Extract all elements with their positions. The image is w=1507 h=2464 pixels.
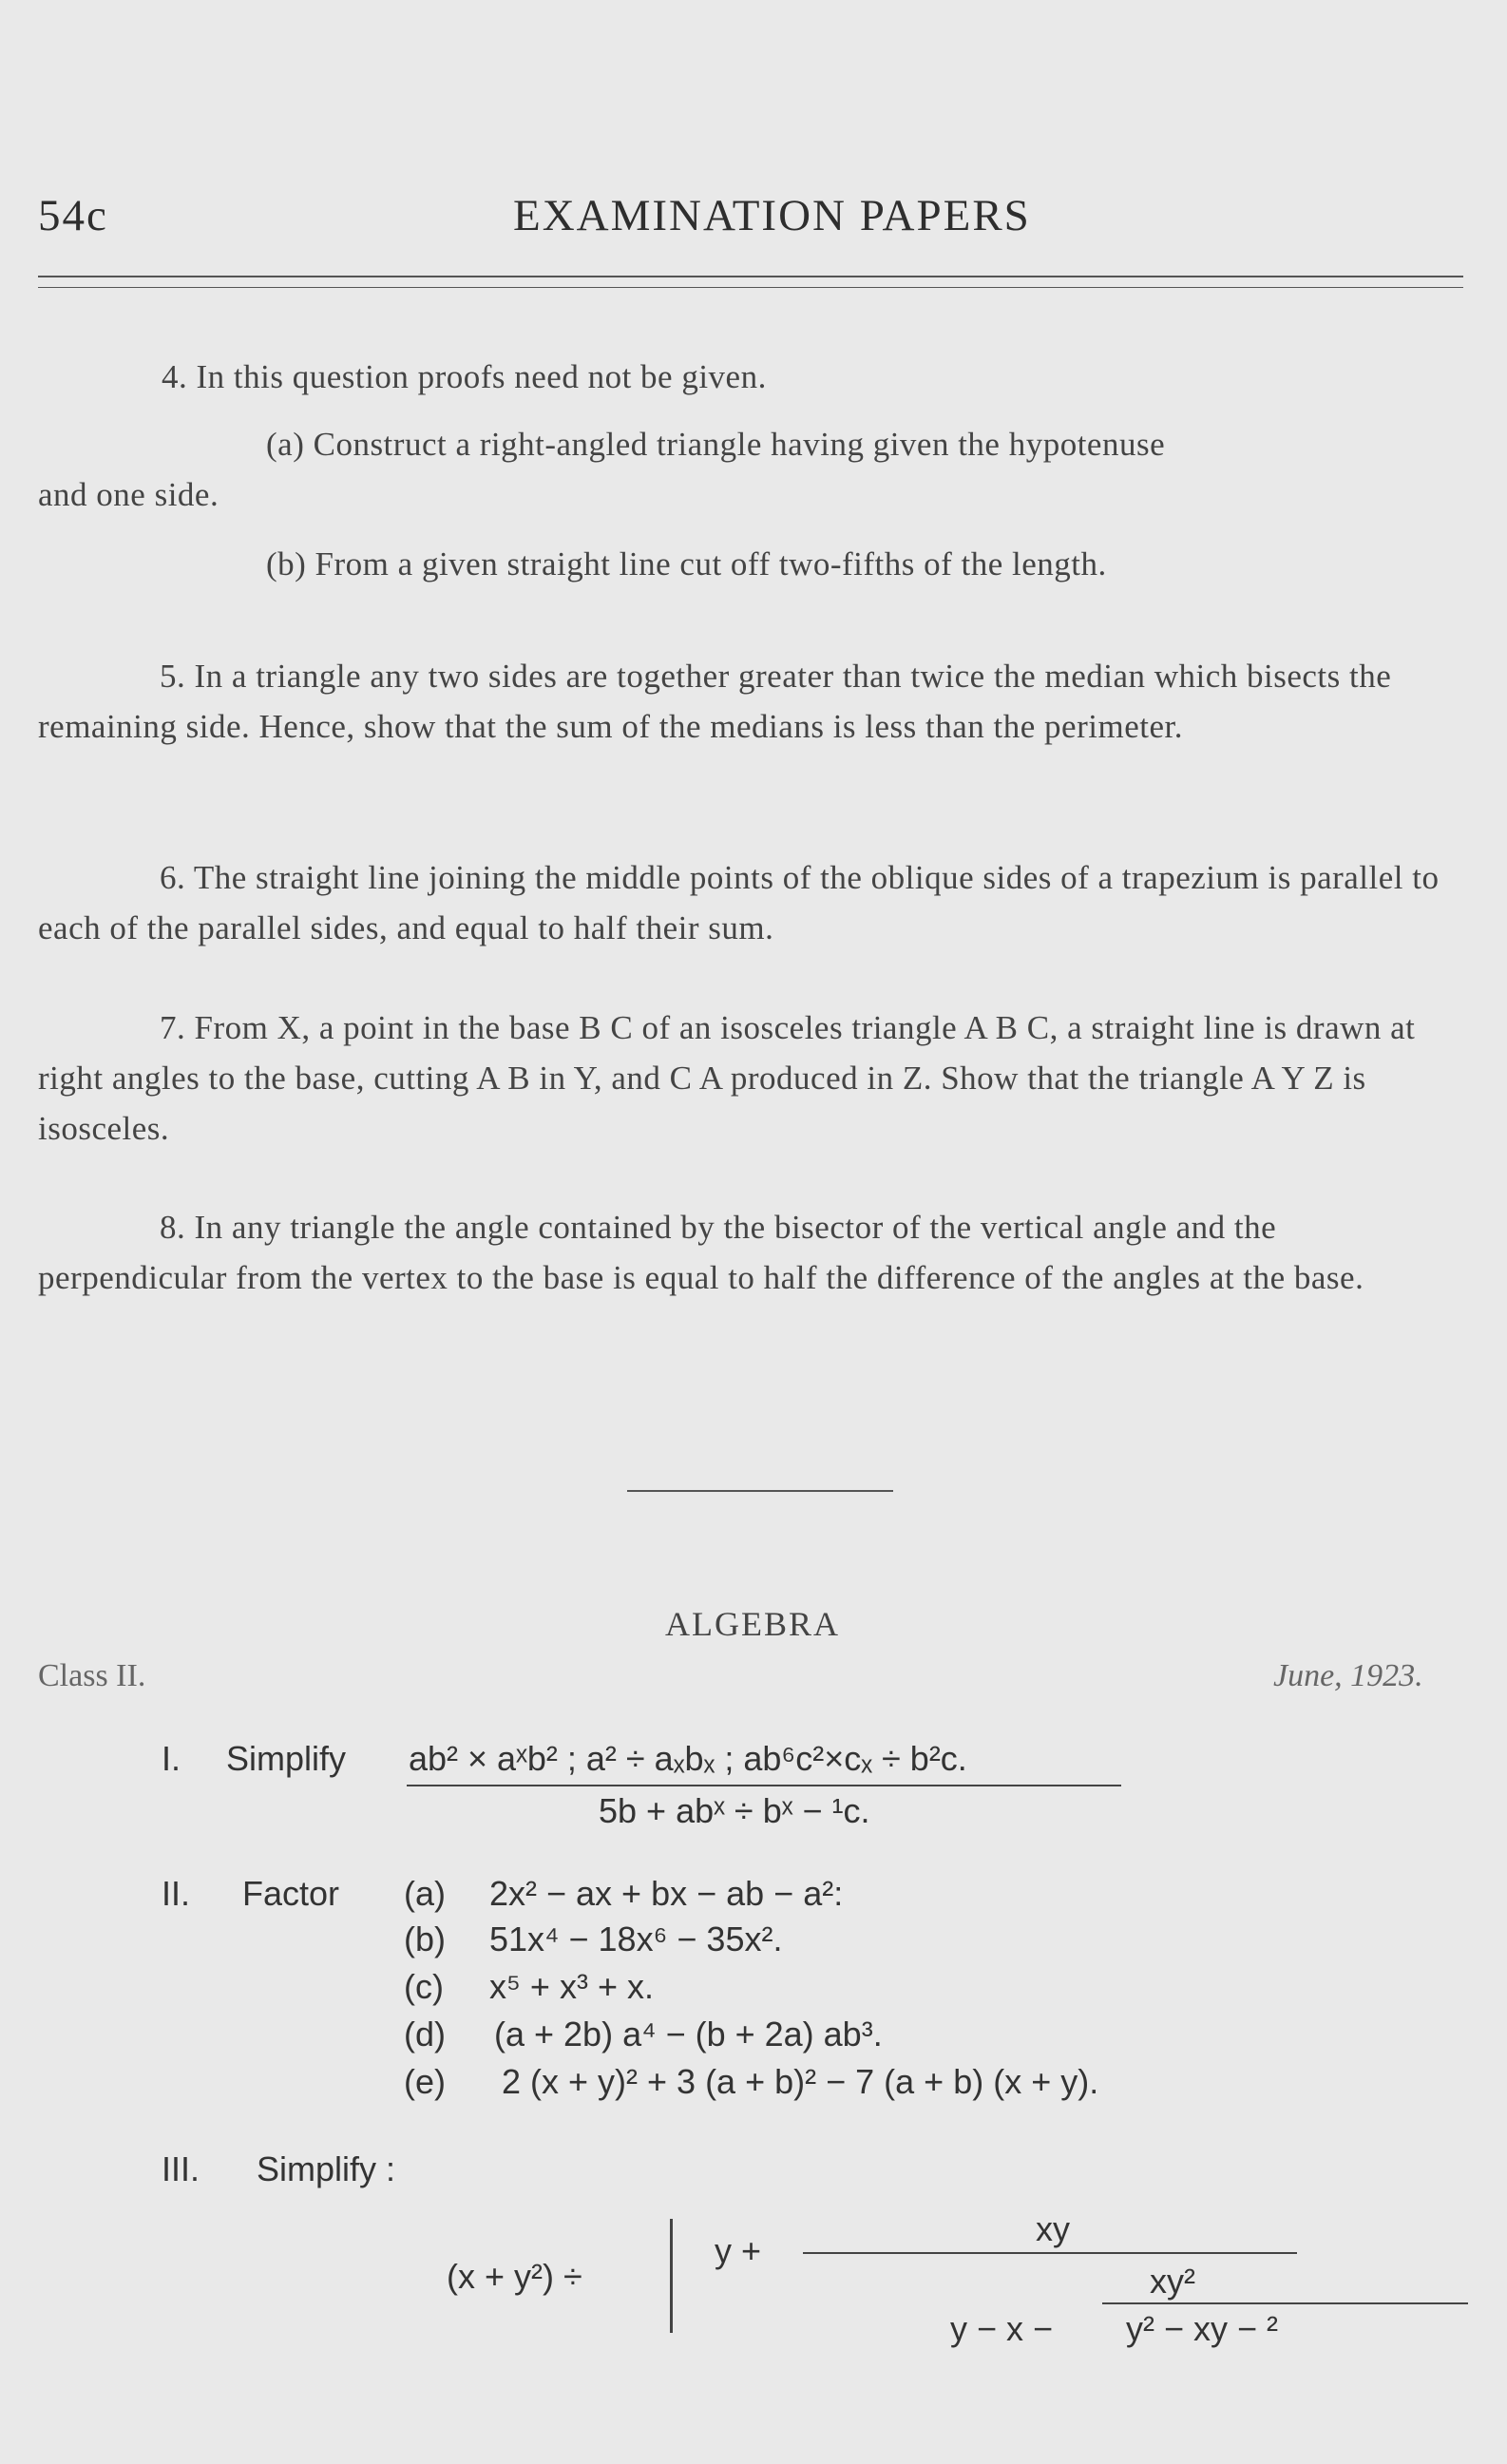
- algebra-q3-y-minus-x: y − x −: [950, 2309, 1054, 2348]
- algebra-q3-outer-bar: [803, 2252, 1297, 2254]
- question-4-intro: 4. In this question proofs need not be given.: [162, 358, 767, 395]
- question-8: 8. In any triangle the angle contained by the bisector of the vertical angle and the perpendicular from the vertex to the base is equal to half the difference of the angles at the base.: [38, 1209, 1364, 1296]
- algebra-q3-xy: xy: [1036, 2209, 1070, 2248]
- header-rule-top: [38, 276, 1463, 277]
- algebra-q2-label-e: (e): [404, 2062, 446, 2101]
- class-label: Class II.: [38, 1658, 146, 1693]
- algebra-q1-numerator: ab² × aˣb² ; a² ÷ aₓbₓ ; ab⁶c²×cₓ ÷ b²c.: [409, 1739, 967, 1778]
- question-4-part-a: (a) Construct a right-angled triangle having given the hypotenuse: [266, 426, 1166, 463]
- question-4-part-a-cont: and one side.: [38, 476, 219, 513]
- algebra-q3-brace: [670, 2219, 673, 2333]
- algebra-q3-lhs: (x + y²) ÷: [447, 2257, 582, 2296]
- algebra-q2-number: II.: [162, 1874, 191, 1913]
- question-4: [38, 352, 1463, 589]
- question-6: 6. The straight line joining the middle points of the oblique sides of a trapezium is parallel to each of the parallel sides, and equal to half their sum.: [38, 859, 1440, 946]
- algebra-q1-fraction-bar: [407, 1785, 1121, 1786]
- question-7: 7. From X, a point in the base B C of an isosceles triangle A B C, a straight line is drawn at right angles to the base, cutting A B in Y, and C A produced in Z. Show that the triangle A Y Z is isosceles.: [38, 1009, 1416, 1147]
- algebra-q2-expr-e: 2 (x + y)² + 3 (a + b)² − 7 (a + b) (x + y).: [502, 2062, 1099, 2101]
- algebra-q2-expr-d: (a + 2b) a⁴ − (b + 2a) ab³.: [494, 2015, 883, 2053]
- running-title: EXAMINATION PAPERS: [513, 191, 1031, 240]
- algebra-q3-xy2: xy²: [1150, 2262, 1195, 2301]
- algebra-q3-verb: Simplify :: [257, 2149, 396, 2188]
- algebra-q3-y-plus: y +: [715, 2231, 762, 2270]
- algebra-q2-expr-c: x⁵ + x³ + x.: [489, 1967, 654, 2006]
- algebra-q2-expr-b: 51x⁴ − 18x⁶ − 35x².: [489, 1920, 783, 1958]
- algebra-q3-inner-bar: [1102, 2302, 1468, 2304]
- question-4-part-b: (b) From a given straight line cut off two-fifths of the length.: [266, 545, 1107, 583]
- algebra-q2-expr-a: 2x² − ax + bx − ab − a²:: [489, 1874, 844, 1913]
- algebra-q2-label-b: (b): [404, 1920, 446, 1958]
- question-5: 5. In a triangle any two sides are together greater than twice the median which bisects the remaining side. Hence, show that the sum of the medians is less than the perimeter.: [38, 658, 1392, 745]
- algebra-q1-verb: Simplify: [226, 1739, 347, 1778]
- algebra-q3-inner-denominator: y² − xy − ²: [1126, 2309, 1279, 2348]
- section-divider: [627, 1490, 893, 1492]
- algebra-q2-verb: Factor: [242, 1874, 340, 1913]
- algebra-q2-label-c: (c): [404, 1967, 444, 2006]
- section-title: ALGEBRA: [665, 1605, 840, 1643]
- algebra-q1-number: I.: [162, 1739, 181, 1778]
- algebra-q1-denominator: 5b + abˣ ÷ bˣ − ¹c.: [599, 1791, 870, 1830]
- page-number: 54c: [38, 191, 108, 240]
- algebra-q3-number: III.: [162, 2149, 200, 2188]
- algebra-q2-label-a: (a): [404, 1874, 446, 1913]
- header-rule-bottom: [38, 287, 1463, 288]
- algebra-q2-label-d: (d): [404, 2015, 446, 2053]
- exam-date: June, 1923.: [1273, 1658, 1423, 1693]
